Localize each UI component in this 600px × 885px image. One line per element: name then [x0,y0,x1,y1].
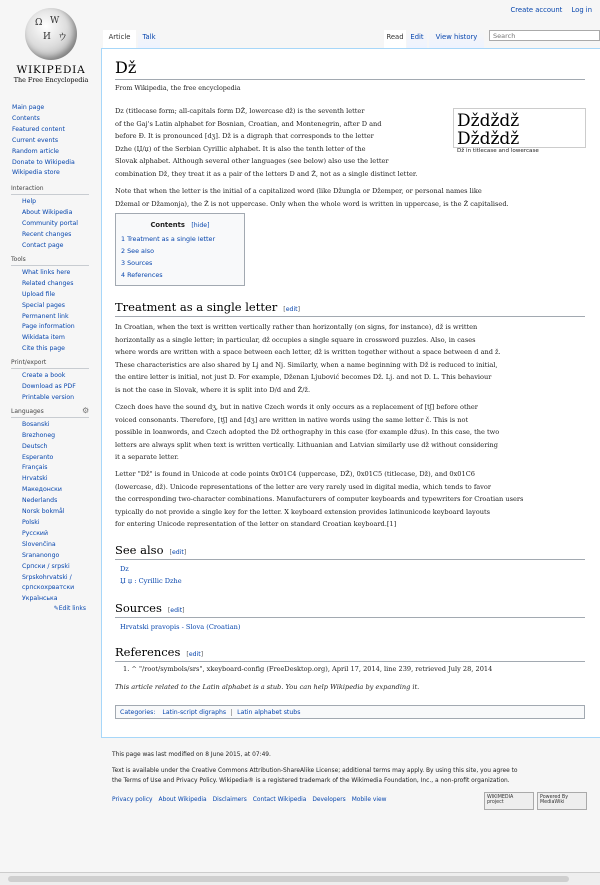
sidebar-item[interactable]: Download as PDF [22,383,76,391]
languages-heading: Languages [11,408,89,418]
intro-line: of the Gaj's Latin alphabet for Bosnian, Croatian, and Montenegrin, after D and [115,119,382,128]
sidebar-item[interactable]: Related changes [22,279,74,287]
last-modified: This page was last modified on 8 June 2015, at 07:49. [112,752,271,758]
intro-line: before Đ. It is pronounced [dʒ]. Dž is a digraph that corresponds to the letter [115,132,374,141]
mediawiki-badge[interactable]: Powered By MediaWiki [537,792,587,810]
text-line: (lowercase, dž). Unicode representations of the letter are very rarely used in digital media, which tends to favor [115,482,492,491]
letter-infobox [453,108,586,154]
note-line: Džemal or Džamonja), the Ž is not uppercase. Only when the whole word is written in uppercase, is the Ž capitalised. [115,199,509,208]
sidebar-item[interactable]: Printable version [22,393,75,401]
sidebar-item[interactable]: Special pages [22,301,65,309]
create-account-link[interactable]: Create account [510,6,563,14]
wikipedia-logo[interactable] [8,8,94,92]
category-link[interactable]: Latin-script digraphs [162,709,227,716]
wordmark: WIKIPEDIA [16,64,86,76]
horizontal-scrollbar[interactable] [0,872,600,885]
language-link[interactable]: Srpskohrvatski / српскохрватски [22,573,75,592]
sidebar [0,100,100,612]
infobox-glyphs: Džǆdž Džǆdž [457,111,520,149]
site-subtitle: From Wikipedia, the free encyclopedia [115,84,241,92]
sidebar-item[interactable]: Help [22,198,37,206]
toc-item[interactable]: 4 References [121,271,163,279]
interaction-heading: Interaction [11,185,89,195]
personal-tools [504,6,593,14]
language-link[interactable]: Srananongo [22,551,60,559]
sidebar-item[interactable]: Community portal [22,220,78,228]
footer-link[interactable]: Disclaimers [212,796,247,803]
sidebar-item[interactable]: Contents [12,114,40,122]
language-link[interactable]: Slovenčina [22,540,56,548]
intro-line: Slovak alphabet. Although several other languages (see below) also use the letter [115,157,389,166]
license-line: Text is available under the Creative Commons Attribution-ShareAlike License; additional terms may apply. By using this site, you agree to [112,767,518,774]
toc-title: Contents [150,221,185,229]
intro-line: Dzhe (Џ/џ) of the Serbian Cyrillic alphabet. It is also the tenth letter of the [115,144,366,153]
tab-edit[interactable]: Edit [407,30,427,49]
toc-hide-label: hide [193,222,208,229]
edit-section-link[interactable]: [ edit ] [283,306,300,313]
reference-item: 1. ^ "/root/symbols/srs", xkeyboard-config (FreeDesktop.org), April 17, 2014, line 239, retrieved July 28, 2014 [123,665,493,673]
text-line: letters are always split when text is written vertically. Lithuanian and Latvian similarly use dž without considering [115,440,498,449]
text-line: possible in loanwords, and Czech adopted the Dž orthography in this case (for example džus). In this case, the two [115,428,500,437]
sidebar-item[interactable]: Page information [22,323,75,331]
text-line: it a separate letter. [115,453,179,462]
categories-label[interactable]: Categories: [120,709,156,716]
note-paragraph [115,185,509,210]
language-link[interactable]: Українська [22,595,58,603]
references-list [123,663,492,676]
sidebar-item[interactable]: Contact page [22,241,64,249]
section-divider [115,617,585,618]
sidebar-item[interactable]: Wikidata item [22,334,65,342]
language-link[interactable]: Polski [22,519,40,526]
tab-talk[interactable]: Talk [138,30,160,49]
treatment-paragraph-2 [115,401,499,464]
tab-read[interactable]: Read [384,30,406,49]
text-line: for entering Unicode representation of the letter on standard Croatian keyboard.[1] [115,520,397,529]
stub-notice: This article related to the Latin alphabet is a stub. You can help Wikipedia by expanding it. [115,683,420,691]
language-link[interactable]: Français [22,464,48,472]
wikimedia-badge[interactable]: WIKIMEDIA project [484,792,534,810]
heading-references: References [115,645,181,659]
category-link[interactable]: Latin alphabet stubs [231,709,305,716]
sidebar-item[interactable]: About Wikipedia [22,209,73,217]
see-also-list [120,563,182,587]
language-link[interactable]: Русский [22,529,48,537]
edit-section-link[interactable]: [ edit ] [170,549,187,556]
section-heading [115,601,185,615]
tab-view-history[interactable]: View history [429,30,484,49]
language-link[interactable]: Bosanski [22,420,50,428]
see-also-item[interactable]: Џ џ : Cyrillic Dzhe [120,577,182,585]
infobox-caption: Dž in titlecase and lowercase [457,148,539,154]
languages-list [12,420,96,605]
sidebar-item[interactable]: Featured content [12,125,65,133]
sidebar-item[interactable]: Donate to Wikipedia [12,158,75,166]
intro-line: combination Dž, they treat it as a pair of the letters D and Ž, not as a single distinct letter. [115,169,418,178]
search-input[interactable] [489,30,600,41]
tab-article[interactable]: Article [103,30,136,49]
language-link[interactable]: Српски / srpski [22,562,70,570]
tools-list [12,268,96,355]
treatment-paragraph-3 [115,468,523,531]
toc-item[interactable]: 3 Sources [121,259,153,267]
language-link[interactable]: Norsk bokmål [22,508,65,516]
sidebar-item[interactable]: Main page [12,104,45,111]
text-line: is not the case in Slovak, where it is split into D/d and Ž/ž. [115,385,311,394]
log-in-link[interactable]: Log in [571,6,592,14]
edit-links-label: Edit links [58,605,86,613]
language-link[interactable]: Brezhoneg [22,431,56,439]
table-of-contents [115,213,245,286]
section-heading [115,543,186,557]
section-divider [115,661,585,662]
footer-link[interactable]: About Wikipedia [158,796,207,803]
edit-section-link[interactable]: [ edit ] [186,651,203,658]
sidebar-item[interactable]: What links here [22,268,71,276]
gear-icon[interactable]: ⚙ [82,405,90,415]
toc-item[interactable]: 2 See also [121,247,154,255]
toc-hide-toggle[interactable]: [hide] [191,222,210,229]
heading-sources: Sources [115,601,162,615]
footer-link[interactable]: Privacy policy [112,796,153,803]
interaction-list [12,197,96,252]
toc-list [116,233,244,281]
sidebar-item[interactable]: Wikipedia store [12,169,60,177]
sidebar-item[interactable]: Create a book [22,372,66,380]
text-line: horizontally as a single letter; in particular, dž occupies a single square in crossword puzzles. Also, in cases [115,335,476,344]
text-line: Letter "Dž" is found in Unicode at code points 0x01C4 (uppercase, DŽ), 0x01C5 (titlecase, Dž), and 0x01C6 [115,470,475,478]
sidebar-item[interactable]: Upload file [22,290,56,298]
language-link[interactable]: Македонски [22,486,62,494]
heading-treatment: Treatment as a single letter [115,300,278,314]
text-line: where words are written with a space between each letter, dž is written together without a space between d and ž. [115,348,501,357]
language-link[interactable]: Deutsch [22,442,48,450]
globe-icon: Ω W И ウ [25,8,77,60]
footer-link[interactable]: Mobile view [351,796,387,803]
sidebar-item[interactable]: Cite this page [22,345,65,353]
text-line: typically do not provide a single key for the letter. X keyboard extension provides latinunicode keyboard layouts [115,507,490,516]
toc-item[interactable]: 1 Treatment as a single letter [121,235,216,243]
categories-list [157,709,305,716]
footer-link[interactable]: Developers [312,796,346,803]
tagline: The Free Encyclopedia [13,76,89,84]
license-line: the Terms of Use and Privacy Policy. Wikipedia® is a registered trademark of the Wikimedia Foundation, Inc., a non-profit organization. [112,778,510,785]
page-title: Dž [115,58,137,77]
section-heading [115,645,203,659]
scrollbar-thumb[interactable] [8,876,569,882]
navigation-list [12,103,96,179]
text-line: the corresponding two-character combinations. Manufacturers of computer keyboards and typewriters for Croatian users [115,495,524,504]
source-item[interactable]: Hrvatski pravopis - Slova (Croatian) [120,623,241,631]
see-also-item[interactable]: Dz [120,565,129,573]
section-divider [115,559,585,560]
language-link[interactable]: Hrvatski [22,475,48,483]
sidebar-item[interactable]: Recent changes [22,231,72,239]
category-links [115,705,585,719]
text-line: In Croatian, when the text is written vertically rather than horizontally (on signs, for instance), dž is written [115,323,478,331]
tools-heading: Tools [11,256,89,266]
title-divider [115,79,585,80]
text-line: Czech does have the sound dʒ, but in native Czech words it only occurs as a replacement of [tʃ] before other [115,403,478,411]
treatment-paragraph-1 [115,321,501,397]
sidebar-item[interactable]: Permanent link [22,312,69,320]
edit-links[interactable] [12,605,86,612]
section-divider [115,316,585,317]
print-list [12,371,96,404]
language-link[interactable]: Esperanto [22,453,54,461]
edit-section-link[interactable]: [ edit ] [168,607,185,614]
note-line: Note that when the letter is the initial of a capitalized word (like Džungla or Džemper, or personal names like [115,187,482,195]
footer-link[interactable]: Contact Wikipedia [252,796,307,803]
intro-paragraph [115,105,445,181]
sidebar-item[interactable]: Random article [12,147,59,155]
language-link[interactable]: Nederlands [22,497,58,505]
text-line: the entire letter is initial, not just D. For example, Dženan Ljubović becomes Dž. Lj. and not D. L. This behaviour [115,373,492,382]
print-heading: Print/export [11,359,89,369]
text-line: These characteristics are also shared by Lj and Nj. Similarly, when a name beginning with Dž is reduced to initial, [115,360,498,369]
text-line: voiced consonants. Therefore, [tʃ] and [dʒ] are written in native words using the same letter č. This is not [115,415,469,424]
pencil-icon: ✎ [53,605,59,613]
section-heading [115,300,300,314]
heading-see-also: See also [115,543,164,557]
intro-line: Dz (titlecase form; all-capitals form DŽ, lowercase dž) is the seventh letter [115,107,365,115]
sidebar-item[interactable]: Current events [12,136,59,144]
sources-list [120,621,240,634]
